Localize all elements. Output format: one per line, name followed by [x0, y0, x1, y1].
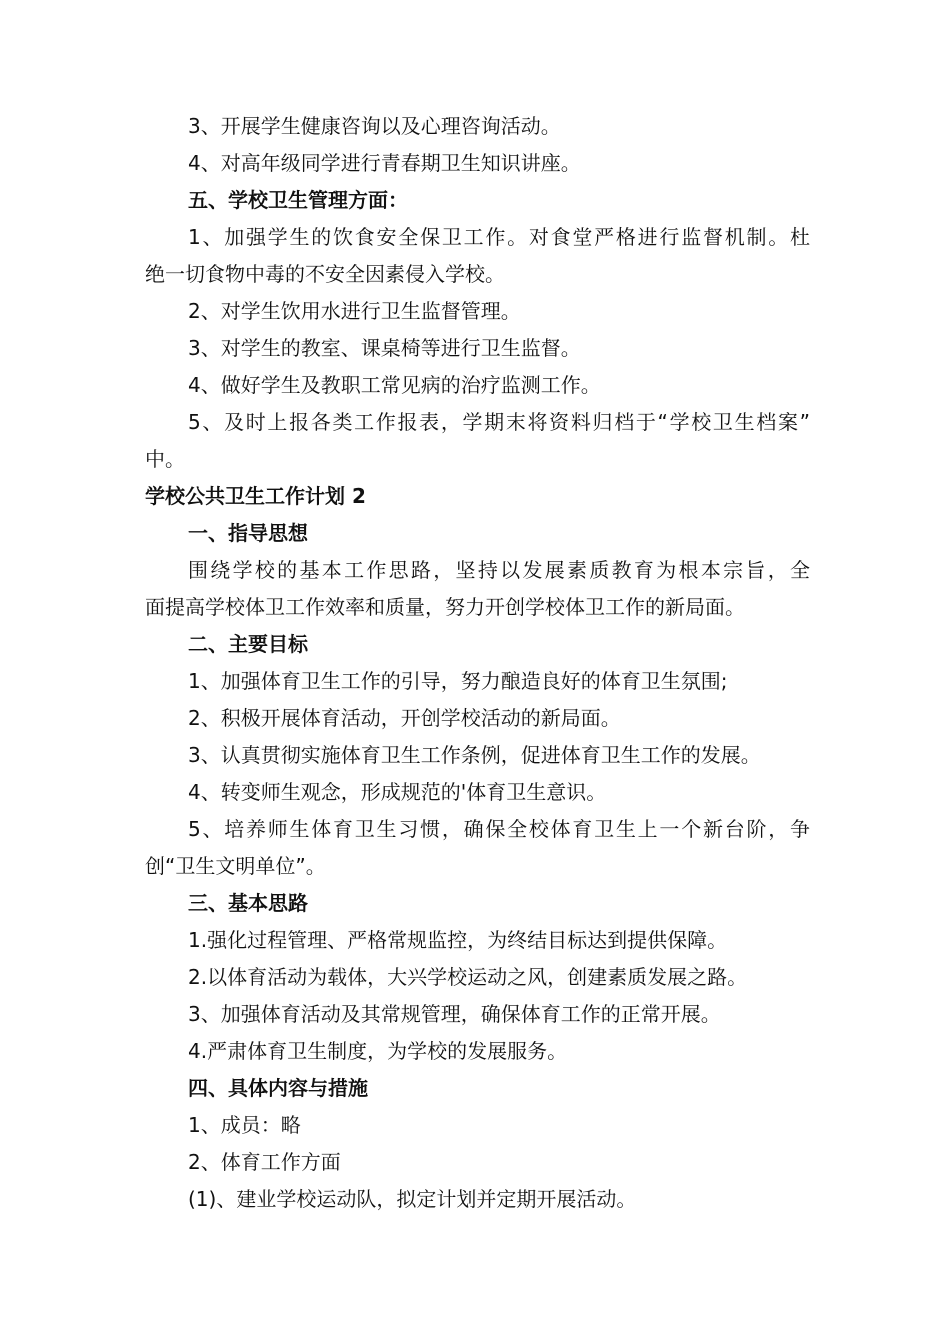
paragraph-line: 5、培养师生体育卫生习惯，确保全校体育卫生上一个新台阶，争: [188, 817, 810, 841]
paragraph-line: 5、及时上报各类工作报表，学期末将资料归档于“学校卫生档案”: [188, 410, 810, 434]
section-heading: 一、指导思想: [188, 521, 308, 545]
section-heading: 四、具体内容与措施: [188, 1076, 368, 1100]
paragraph-line: 3、对学生的教室、课桌椅等进行卫生监督。: [188, 336, 581, 360]
paragraph-line: 2、积极开展体育活动，开创学校活动的新局面。: [188, 706, 621, 730]
section-heading: 二、主要目标: [188, 632, 308, 656]
paragraph-line: 4、转变师生观念，形成规范的'体育卫生意识。: [188, 780, 607, 804]
paragraph-line: 4.严肃体育卫生制度，为学校的发展服务。: [188, 1039, 568, 1063]
paragraph-line: 3、开展学生健康咨询以及心理咨询活动。: [188, 114, 561, 138]
paragraph-line: 面提高学校体卫工作效率和质量，努力开创学校体卫工作的新局面。: [145, 595, 745, 619]
document-title: 学校公共卫生工作计划 2: [145, 484, 366, 508]
paragraph-line: 中。: [145, 447, 185, 471]
paragraph-line: 1.强化过程管理、严格常规监控，为终结目标达到提供保障。: [188, 928, 728, 952]
paragraph-line: 绝一切食物中毒的不安全因素侵入学校。: [145, 262, 505, 286]
paragraph-line: 创“卫生文明单位”。: [145, 854, 326, 878]
paragraph-line: 4、对高年级同学进行青春期卫生知识讲座。: [188, 151, 581, 175]
paragraph-line: (1)、建业学校运动队，拟定计划并定期开展活动。: [188, 1187, 637, 1211]
section-heading: 五、学校卫生管理方面：: [188, 188, 408, 212]
paragraph-line: 1、加强学生的饮食安全保卫工作。对食堂严格进行监督机制。杜: [188, 225, 810, 249]
paragraph-line: 2、体育工作方面: [188, 1150, 341, 1174]
paragraph-line: 1、加强体育卫生工作的引导，努力酿造良好的体育卫生氛围;: [188, 669, 728, 693]
section-heading: 三、基本思路: [188, 891, 308, 915]
paragraph-line: 1、成员：略: [188, 1113, 301, 1137]
paragraph-line: 3、认真贯彻实施体育卫生工作条例，促进体育卫生工作的发展。: [188, 743, 761, 767]
paragraph-line: 2、对学生饮用水进行卫生监督管理。: [188, 299, 521, 323]
paragraph-line: 围绕学校的基本工作思路，坚持以发展素质教育为根本宗旨，全: [188, 558, 810, 582]
paragraph-line: 4、做好学生及教职工常见病的治疗监测工作。: [188, 373, 601, 397]
document-body: [145, 108, 810, 1218]
paragraph-line: 3、加强体育活动及其常规管理，确保体育工作的正常开展。: [188, 1002, 721, 1026]
paragraph-line: 2.以体育活动为载体，大兴学校运动之风，创建素质发展之路。: [188, 965, 748, 989]
